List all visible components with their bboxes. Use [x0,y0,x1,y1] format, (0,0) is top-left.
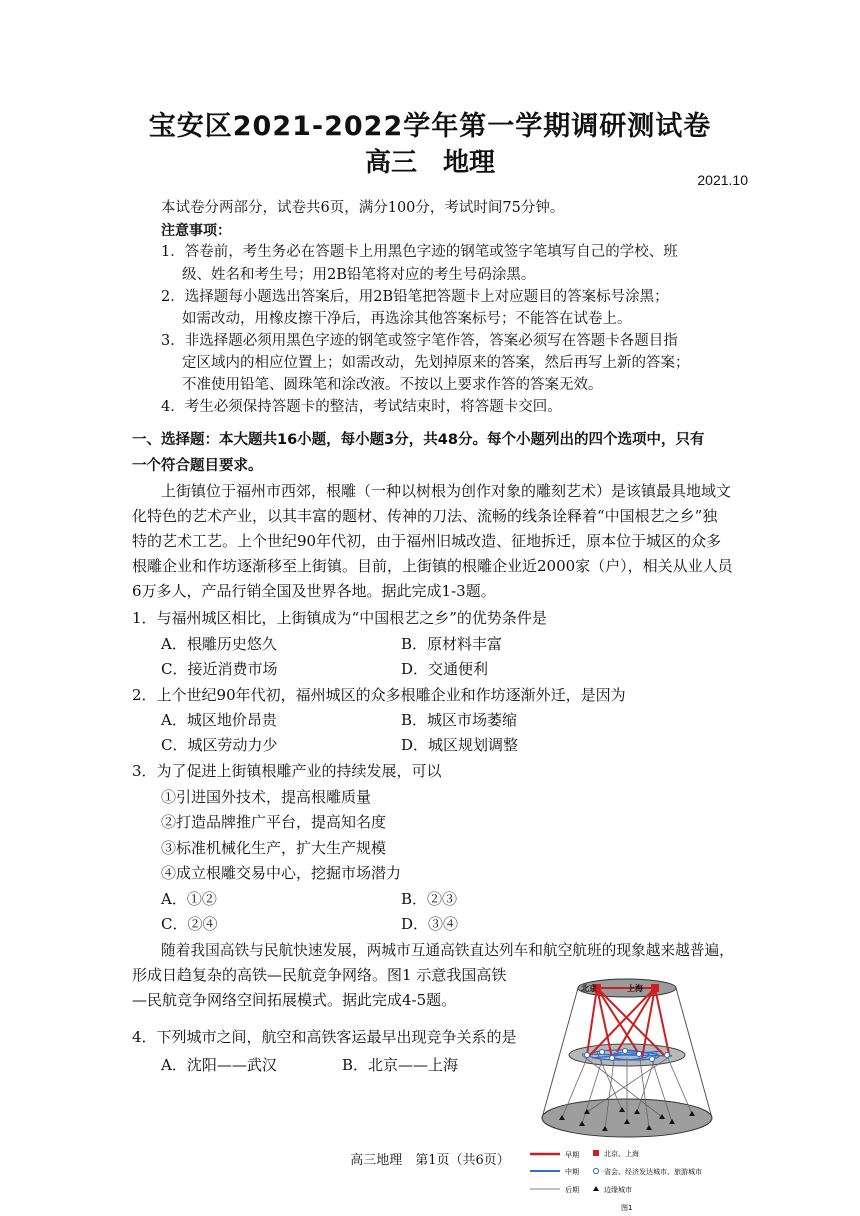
passage1-line-5: 6万多人，产品行销全国及世界各地。据此完成1-3题。 [132,582,496,600]
section-heading-line-1: 一、选择题：本大题共16小题，每小题3分，共48分。每个小题列出的四个选项中，只有 [132,432,705,448]
note-1-line-1: 1．答卷前，考生务必在答题卡上用黑色字迹的钢笔或签字笔填写自己的学校、班 [161,244,678,260]
notes-heading: 注意事项： [161,223,231,239]
question-3-item-3: ③标准机械化生产，扩大生产规模 [161,839,387,857]
legend-sym3-label: 边缘城市 [604,1186,632,1194]
question-1-option-b: B．原材料丰富 [401,635,503,653]
legend-late-label: 后期 [565,1186,579,1194]
question-3-item-2: ②打造品牌推广平台，提高知名度 [161,813,387,831]
figure-1-network-diagram [527,972,727,1214]
note-3-line-3: 不准使用铅笔、圆珠笔和涂改液。不按以上要求作答的答案无效。 [182,377,603,393]
question-1-option-c: C．接近消费市场 [161,660,278,678]
passage2-line-1: 随着我国高铁与民航快速发展，两城市互通高铁直达列车和航空航班的现象越来越普遍， [161,942,734,959]
legend-circle-icon [593,1168,598,1173]
passage2-line-2: 形成日趋复杂的高铁—民航竞争网络。图1 示意我国高铁 [132,966,507,984]
note-3-line-1: 3．非选择题必须用黑色字迹的钢笔或签字笔作答，答案必须写在答题卡各题目指 [161,333,678,349]
question-2-option-c: C．城区劳动力少 [161,736,278,754]
question-3-stem: 3．为了促进上街镇根雕产业的持续发展，可以 [132,762,442,780]
note-2-line-1: 2．选择题每小题选出答案后，用2B铅笔把答题卡上对应题目的答案标号涂黑； [161,289,669,305]
intro-text: 本试卷分两部分，试卷共6页，满分100分，考试时间75分钟。 [161,200,565,216]
question-3-option-a: A．①② [161,890,217,908]
exam-subtitle: 高三 地理 [364,148,495,178]
question-4-option-b: B．北京——上海 [342,1056,459,1074]
question-1-option-d: D．交通便利 [401,660,489,678]
figure-caption: 图1 [621,1204,633,1212]
question-1-option-a: A．根雕历史悠久 [161,635,277,653]
legend-middle-label: 中期 [565,1168,579,1176]
note-3-line-2: 定区域内的相应位置上；如需改动，先划掉原来的答案，然后再写上新的答案； [182,355,690,371]
question-3-option-b: B．②③ [401,890,458,908]
passage1-line-2: 化特色的艺术产业，以其丰富的题材、传神的刀法、流畅的线条诠释着“中国根艺之乡”独 [132,507,718,525]
exam-title: 宝安区2021-2022学年第一学期调研测试卷 [148,111,712,142]
note-2-line-2: 如需改动，用橡皮擦干净后，再选涂其他答案标号；不能答在试卷上。 [182,311,632,327]
question-3-item-1: ①引进国外技术，提高根雕质量 [161,788,372,806]
passage1-line-3: 特的艺术工艺。上个世纪90年代初，由于福州旧城改造、征地拆迁，原本位于城区的众多 [132,532,722,550]
question-2-option-a: A．城区地价昂贵 [161,711,277,729]
question-3-option-c: C．②④ [161,915,218,933]
question-4-stem: 4．下列城市之间，航空和高铁客运最早出现竞争关系的是 [132,1028,517,1046]
question-1-stem: 1．与福州城区相比，上街镇成为“中国根艺之乡”的优势条件是 [132,609,547,627]
shanghai-label: 上海 [627,984,643,993]
beijing-label: 北京 [581,984,597,993]
legend-sym2-label: 省会、经济发达城市、旅游城市 [604,1168,702,1176]
legend-sym1-label: 北京、上海 [604,1150,639,1158]
passage1-line-1: 上街镇位于福州市西郊，根雕（一种以树根为创作对象的雕刻艺术）是该镇最具地域文 [161,482,732,500]
question-4-option-a: A．沈阳——武汉 [161,1056,277,1074]
page-footer: 高三地理 第1页（共6页） [350,1153,510,1168]
note-4-line-1: 4．考生必须保持答题卡的整洁，考试结束时，将答题卡交回。 [161,399,562,415]
question-2-option-d: D．城区规划调整 [401,736,519,754]
question-2-stem: 2．上个世纪90年代初，福州城区的众多根雕企业和作坊逐渐外迁，是因为 [132,686,626,704]
question-3-option-d: D．③④ [401,915,459,933]
exam-date: 2021.10 [697,172,748,188]
shanghai-node [651,984,659,992]
legend-triangle-icon [593,1186,599,1191]
passage2-line-3: —民航竞争网络空间拓展模式。据此完成4-5题。 [132,991,457,1009]
note-1-line-2: 级、姓名和考生号；用2B铅笔将对应的考生号码涂黑。 [182,267,536,283]
question-3-item-4: ④成立根雕交易中心，挖掘市场潜力 [161,864,402,882]
legend-early-label: 早期 [565,1151,579,1159]
section-heading-line-2: 一个符合题目要求。 [132,458,263,474]
question-2-option-b: B．城区市场萎缩 [401,711,518,729]
passage1-line-4: 根雕企业和作坊逐渐移至上街镇。目前，上街镇的根雕企业近2000家（户），相关从业人员 [132,557,733,575]
